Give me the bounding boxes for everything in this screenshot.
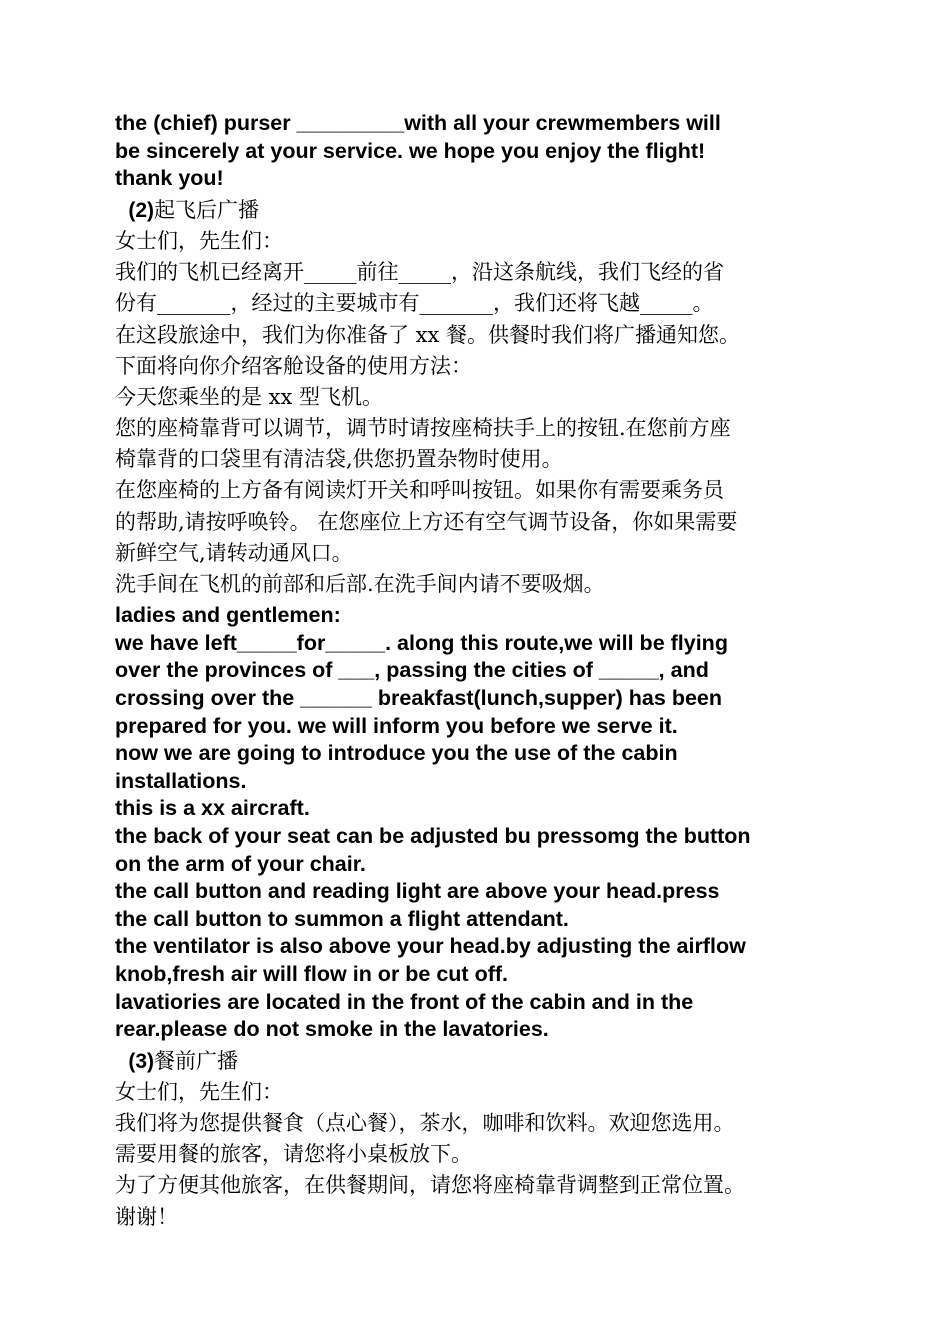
text-line: 在这段旅途中，我们为你准备了 xx 餐。供餐时我们将广播通知您。 xyxy=(115,322,741,347)
text-line: knob,fresh air will flow in or be cut off. xyxy=(115,961,508,986)
text-line: ladies and gentlemen: xyxy=(115,603,341,628)
section-number: (2) xyxy=(128,198,155,222)
text-line: 洗手间在飞机的前部和后部.在洗手间内请不要吸烟。 xyxy=(115,572,605,597)
text-line: prepared for you. we will inform you before we serve it. xyxy=(115,713,678,738)
text-line: 今天您乘坐的是 xx 型飞机。 xyxy=(115,384,384,409)
text-line: be sincerely at your service. we hope you enjoy the flight! xyxy=(115,138,706,163)
text-line: the call button and reading light are above your head.press xyxy=(115,879,720,904)
text-line: crossing over the ______ breakfast(lunch,supper) has been xyxy=(115,686,722,710)
text-line: 您的座椅靠背可以调节，调节时请按座椅扶手上的按钮.在您前方座 xyxy=(115,416,731,441)
text-line: installations. xyxy=(115,768,247,793)
section-heading-3 xyxy=(115,1046,855,1077)
text-line: the ventilator is also above your head.by adjusting the airflow xyxy=(115,934,746,959)
text-line: rear.please do not smoke in the lavatories. xyxy=(115,1017,549,1042)
text-line: thank you! xyxy=(115,166,224,191)
text-line: 谢谢！ xyxy=(115,1204,178,1229)
text-line: 新鲜空气,请转动通风口。 xyxy=(115,540,353,565)
text-line: 下面将向你介绍客舱设备的使用方法： xyxy=(115,353,472,378)
text-line: the (chief) purser _________with all your crewmembers will xyxy=(115,111,721,135)
text-line: over the provinces of ___, passing the cities of _____, and xyxy=(115,658,709,683)
section-title: 餐前广播 xyxy=(154,1048,239,1073)
text-line: 椅靠背的口袋里有清洁袋,供您扔置杂物时使用。 xyxy=(115,447,563,472)
text-line: 女士们，先生们： xyxy=(115,1079,283,1104)
text-line: we have left_____for_____. along this route,we will be flying xyxy=(115,630,728,655)
text-line: 我们的飞机已经离开_____前往_____，沿这条航线，我们飞经的省 xyxy=(115,260,724,285)
text-line: this is a xx aircraft. xyxy=(115,796,310,821)
text-line: 女士们，先生们： xyxy=(115,228,283,253)
text-line: 为了方便其他旅客，在供餐期间，请您将座椅靠背调整到正常位置。 xyxy=(115,1173,745,1198)
text-line: the call button to summon a flight attendant. xyxy=(115,906,569,931)
text-line: 需要用餐的旅客，请您将小桌板放下。 xyxy=(115,1142,472,1167)
section-title: 起飞后广播 xyxy=(154,197,260,222)
section-heading-2 xyxy=(115,195,855,226)
text-line: 在您座椅的上方备有阅读灯开关和呼叫按钮。如果你有需要乘务员 xyxy=(115,478,724,503)
text-line: 的帮助,请按呼唤铃。 在您座位上方还有空气调节设备，你如果需要 xyxy=(115,509,738,534)
text-line: 份有_______，经过的主要城市有_______，我们还将飞越_____。 xyxy=(115,291,714,316)
text-line: lavatiories are located in the front of the cabin and in the xyxy=(115,989,694,1014)
text-line: on the arm of your chair. xyxy=(115,851,366,876)
text-line: now we are going to introduce you the use of the cabin xyxy=(115,741,678,766)
text-line: the back of your seat can be adjusted bu pressomg the button xyxy=(115,823,751,848)
text-line: 我们将为您提供餐食（点心餐），茶水，咖啡和饮料。欢迎您选用。 xyxy=(115,1111,735,1136)
document-page xyxy=(115,110,855,1233)
section-number: (3) xyxy=(128,1049,155,1073)
